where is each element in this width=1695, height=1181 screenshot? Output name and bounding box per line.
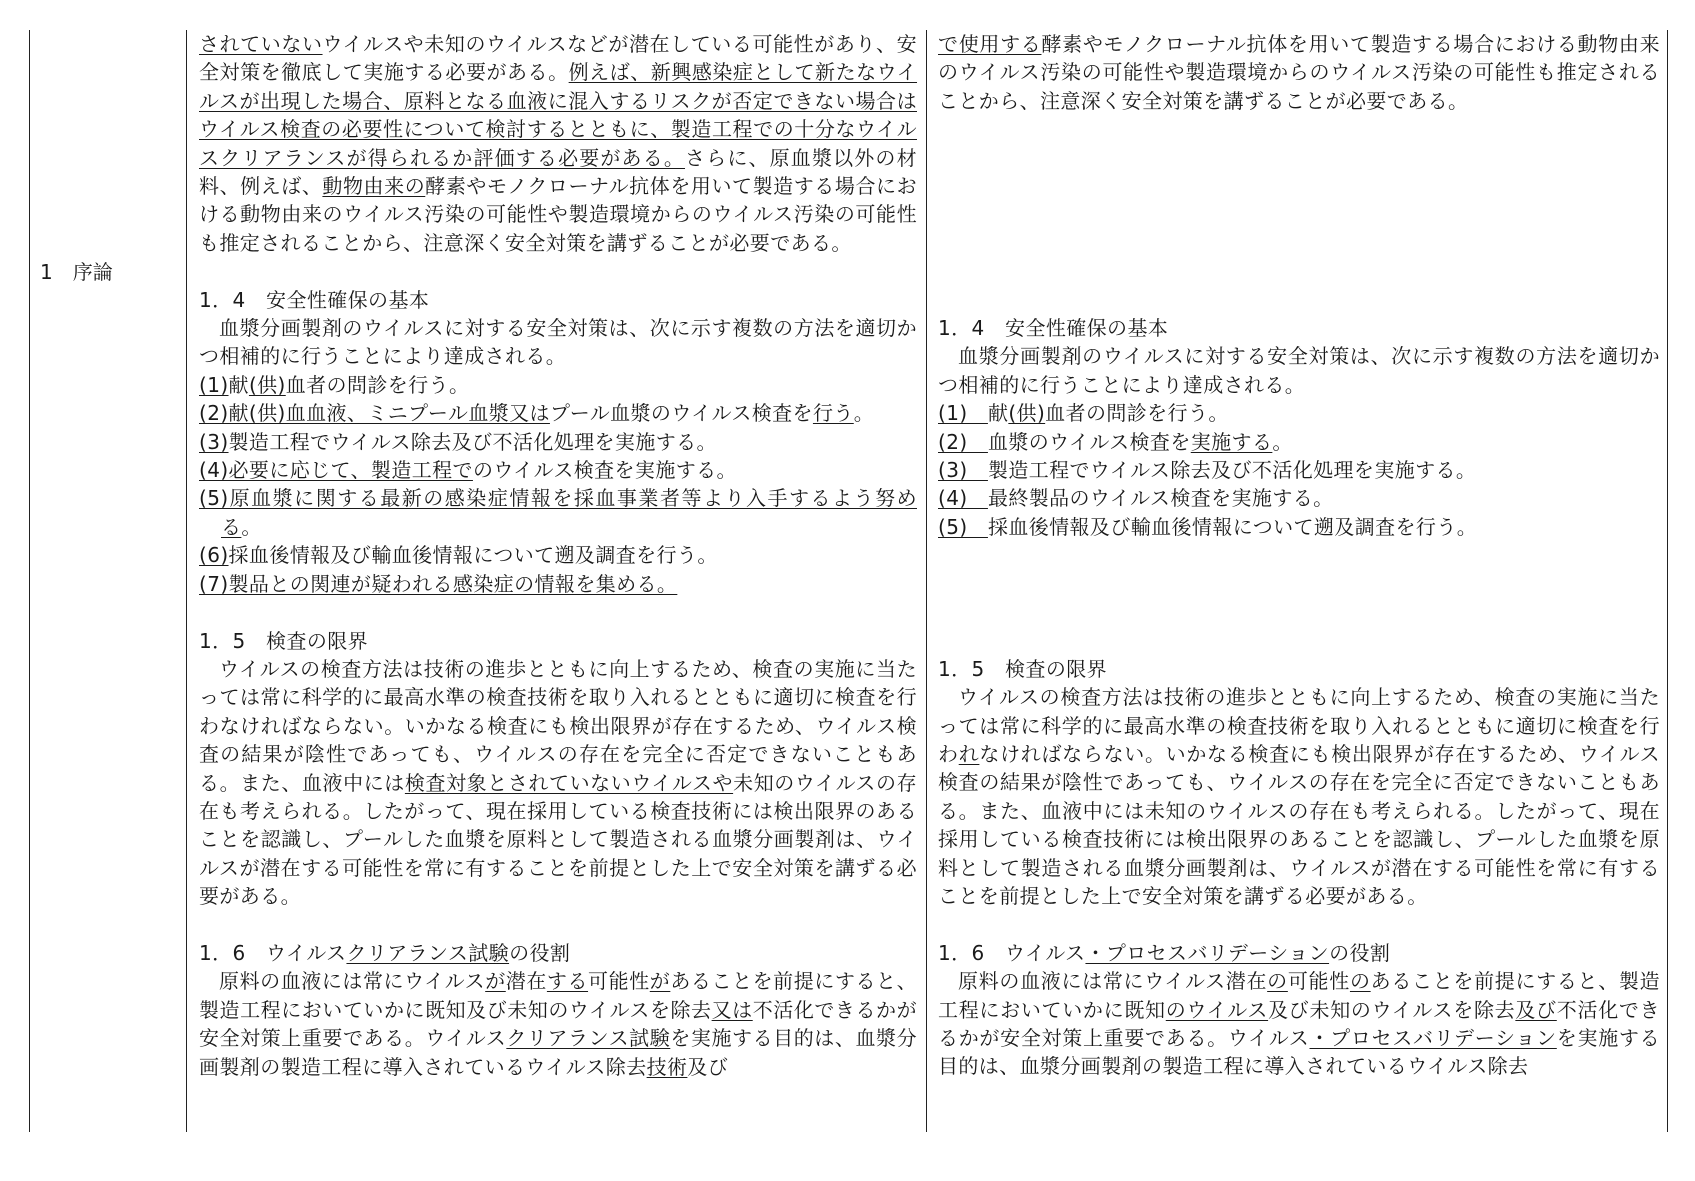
underlined-text: が (649, 969, 671, 994)
underlined-text: (3) (199, 429, 229, 454)
section-1-4-heading: 1．4 安全性確保の基本 (938, 315, 1169, 340)
text-run: 酵素やモノクローナル抗体を用いて製造する場合における動物由来のウイルス汚染の可能性や製造環境からのウイルス汚染の可能性も推定されることから、注意深く安全対策を講ずることが必要である。 (199, 174, 917, 255)
text-run: 酵素やモノクローナル抗体を用いて製造する場合における動物由来のウイルス汚染の可能性や製造環境からのウイルス汚染の可能性も推定されることから、注意深く安全対策を講ずることが必要である。 (938, 32, 1661, 113)
text-run: 。 (853, 401, 875, 426)
list-item (199, 456, 917, 484)
text-run: を実施する目的は、血漿分画製剤の製造工程に導入されているウイルス除去 (199, 1026, 917, 1079)
underlined-text: クリアランス試験 (506, 1026, 671, 1051)
text-run: 1．6 ウイルス (199, 940, 347, 965)
text-run: のウイルス検査を実施する。 (472, 458, 737, 483)
text-run: 1．6 ウイルス (938, 940, 1086, 965)
text-run: 献 (228, 372, 249, 397)
list-item (199, 428, 917, 456)
section-1-4-list (199, 371, 917, 598)
underlined-text: (4) (938, 486, 988, 511)
text-run: 原料の血液には常にウイルス (219, 969, 486, 994)
text-run: の役割 (1329, 940, 1391, 965)
underlined-text: 動物由来の (322, 174, 426, 199)
table-border-right (1667, 30, 1668, 1132)
section-1-4-heading: 1．4 安全性確保の基本 (199, 287, 430, 312)
list-item (199, 399, 917, 427)
section-1-6-heading (199, 939, 917, 967)
section-1-5-body (199, 655, 917, 911)
list-item (938, 513, 1660, 541)
underlined-text: (供) (1008, 401, 1046, 426)
text-run: 及び (687, 1054, 729, 1079)
underlined-text: ・プロセスバリデーション (1309, 1026, 1557, 1051)
underlined-text: クリアランス試験 (346, 940, 510, 965)
column-divider-1 (186, 30, 187, 1132)
text-run: 不活化できるかが安全対策上重要である。ウイルス (938, 997, 1660, 1051)
underlined-text: (7)製品との関連が疑われる感染症の情報を集める。 (199, 571, 678, 596)
underlined-text: されていない (199, 32, 323, 56)
text-run: プール血漿のウイルス検査を (549, 401, 813, 426)
section-1-6-heading (938, 939, 1660, 967)
text-run: さらに、原血漿以外の材料、例えば、 (199, 145, 917, 199)
underlined-text: (3) (938, 457, 988, 482)
right-column (938, 30, 1660, 1081)
text-run: ウイルスの検査方法は技術の進歩とともに向上するため、検査の実施に当たっては常に科学的に最高水準の検査技術を取り入れるとともに適切に検査を行わなければならない。いかなる検査にも検出限界が存在するため、ウイルス検査の結果が陰性であっても、ウイルスの存在を完全に否定できないこともある。また、血液中には (199, 656, 917, 795)
underlined-text: (5)原血漿に関する最新の感染症情報を採血事業者等より入手するよう努める (199, 486, 917, 539)
text-run: 未知のウイルスの存在も考えられる。したがって、現在採用している検査技術には検出限界のあることを認識し、プールした血漿を原料として製造される血漿分画製剤は、ウイルスが潜在する可能性を常に有することを前提とした上で安全対策を講ずる必要がある。 (199, 770, 918, 909)
underlined-text: 行う (812, 401, 854, 426)
list-item (938, 456, 1660, 484)
section-1-6-body (199, 967, 917, 1081)
left-column (199, 30, 917, 1081)
text-run: 可能性 (1287, 969, 1350, 994)
list-item (199, 484, 917, 541)
list-item (199, 371, 917, 399)
section-1-4-body: 血漿分画製剤のウイルスに対する安全対策は、次に示す複数の方法を適切かつ相補的に行うことにより達成される。 (199, 316, 917, 369)
text-run: ウイルスの検査方法は技術の進歩とともに向上するため、検査の実施に当たっては常に科学的に最高水準の検査技術を取り入れるとともに適切に検査を行わ (938, 685, 1660, 766)
underlined-text: れ (958, 741, 980, 766)
section-1-6-body (938, 967, 1660, 1081)
list-item (938, 399, 1660, 427)
text-run: 血漿のウイルス検査を (987, 429, 1191, 454)
list-item (199, 541, 917, 569)
section-1-5-body (938, 683, 1660, 910)
underlined-text: (6) (199, 543, 229, 568)
underlined-text: の (1349, 969, 1371, 994)
list-item (199, 570, 917, 598)
intro-paragraph (199, 30, 917, 257)
underlined-text: 例えば、新興感染症として新たなウイルスが出現した場合、原料となる血液に混入するリスクが否定できない場合はウイルス検査の必要性について検討するとともに、製造工程での十分なウイルスクリアランスが得られるか評価する必要がある。 (199, 60, 918, 170)
underlined-text: 検査対象とされていないウイルスや (404, 770, 734, 795)
text-run: 製造工程でウイルス除去及び不活化処理を実施する。 (228, 429, 717, 454)
text-run: 採血後情報及び輸血後情報について遡及調査を行う。 (228, 543, 718, 568)
text-run: ウイルスや未知のウイルスなどが潜在している可能性があり、安全対策を徹底して実施する必要がある。 (199, 32, 917, 85)
text-run: 可能性 (588, 969, 650, 994)
text-run: 。 (241, 514, 262, 539)
underlined-text: ・プロセスバリデーション (1085, 940, 1330, 965)
underlined-text: (供) (248, 372, 286, 397)
text-run: あることを前提にすると、製造工程においていかに既知 (938, 969, 1661, 1022)
text-run: 血者の問診を行う。 (1045, 401, 1229, 426)
text-run: あることを前提にすると、製造工程においていかに既知及び未知のウイルスを除去 (199, 969, 917, 1022)
text-run: 及び未知のウイルスを除去 (1268, 997, 1516, 1022)
section-1-5-heading: 1．5 検査の限界 (199, 628, 369, 653)
underlined-text: (2)献(供)血血液、ミニプール血漿又は (199, 401, 550, 426)
text-run: を実施する目的は、血漿分画製剤の製造工程に導入されているウイルス除去 (938, 1026, 1661, 1079)
underlined-text: (4)必要に応じて、製造工程で (199, 458, 473, 483)
text-run: 製造工程でウイルス除去及び不活化処理を実施する。 (987, 457, 1477, 482)
text-run: の役割 (509, 940, 571, 965)
underlined-text: する (546, 969, 589, 994)
underlined-text: 実施する (1190, 429, 1273, 454)
list-item (938, 484, 1660, 512)
underlined-text: の (1267, 969, 1288, 994)
text-run: 最終製品のウイルス検査を実施する。 (987, 486, 1334, 511)
text-run: なければならない。いかなる検査にも検出限界が存在するため、ウイルス検査の結果が陰性であっても、ウイルスの存在を完全に否定できないこともある。また、血液中には未知のウイルスの存在も考えられる。したがって、現在採用している検査技術には検出限界のあることを認識し、プールした血漿を原料として製造される血漿分画製剤は、ウイルスが潜在する可能性を常に有することを前提とした上で安全対策を講ずる必要がある。 (938, 741, 1661, 909)
underlined-text: (1) (938, 401, 988, 426)
text-run: 血者の問診を行う。 (285, 372, 470, 397)
section-1-4-body: 血漿分画製剤のウイルスに対する安全対策は、次に示す複数の方法を適切かつ相補的に行うことにより達成される。 (938, 344, 1660, 397)
underlined-text: で使用する (938, 32, 1042, 56)
underlined-text: (5) (938, 514, 988, 539)
intro-paragraph (938, 30, 1660, 115)
underlined-text: 及び (1515, 997, 1557, 1022)
table-border-left (29, 30, 30, 1132)
text-run: 不活化できるかが安全対策上重要である。ウイルス (199, 997, 917, 1051)
underlined-text: のウイルス (1165, 997, 1269, 1022)
text-run: 採血後情報及び輸血後情報について遡及調査を行う。 (987, 514, 1478, 539)
underlined-text: (1) (199, 372, 229, 397)
section-1-4-list (938, 399, 1660, 541)
underlined-text: 又は (711, 997, 753, 1022)
underlined-text: 技術 (646, 1054, 688, 1079)
section-1-5-heading: 1．5 検査の限界 (938, 656, 1108, 681)
underlined-text: (2) (938, 429, 988, 454)
list-item (938, 428, 1660, 456)
column-divider-2 (926, 30, 927, 1132)
text-run: 献 (987, 401, 1009, 426)
section-label: 1 序論 (40, 260, 113, 284)
underlined-text: が (485, 969, 506, 994)
text-run: 原料の血液には常にウイルス潜在 (958, 969, 1268, 994)
text-run: 潜在 (505, 969, 547, 994)
text-run: 。 (1272, 429, 1293, 454)
